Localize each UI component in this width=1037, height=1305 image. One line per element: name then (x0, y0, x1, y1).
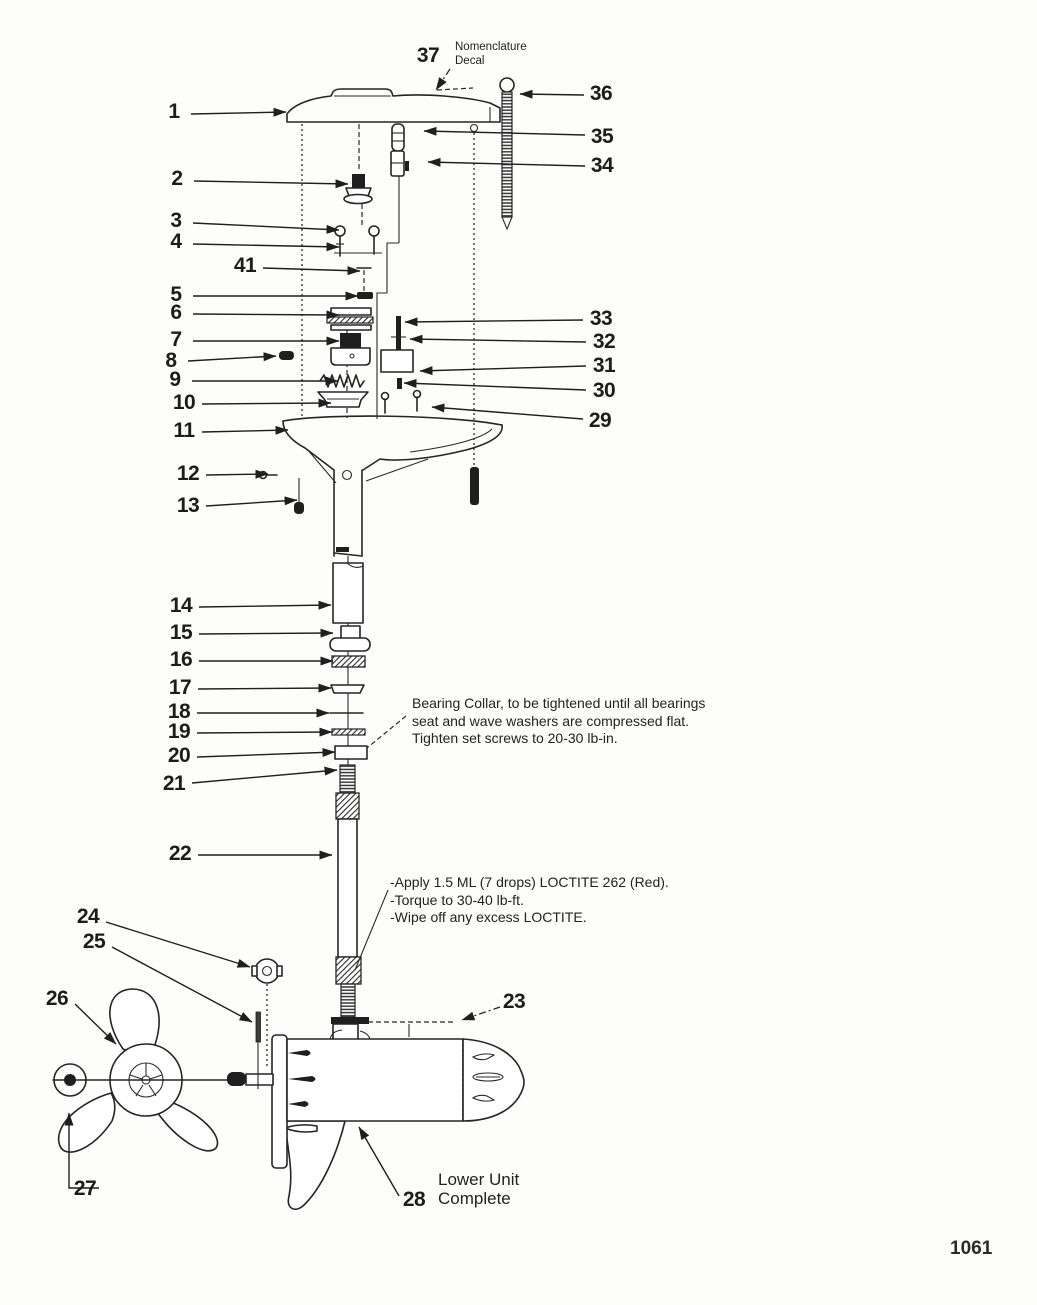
part-label-15: 15 (169, 620, 193, 644)
leader-line-21 (192, 770, 337, 783)
pin-icon (397, 378, 402, 389)
part-label-13: 13 (176, 493, 200, 517)
part-label-29: 29 (588, 408, 612, 432)
leader-line-41 (263, 268, 360, 271)
front-plate-icon (272, 1035, 287, 1168)
lower-unit-note (438, 1170, 519, 1208)
nomenclature-decal-note (455, 40, 527, 68)
note-line: Complete (438, 1189, 511, 1208)
note-line: -Wipe off any excess LOCTITE. (390, 909, 587, 925)
part-label-25: 25 (82, 929, 106, 953)
decal-note-line: Decal (455, 55, 485, 67)
leader-line-33 (405, 320, 583, 322)
hanging-bolt-icon (470, 467, 479, 505)
shaft-stack-art (330, 563, 370, 759)
skeg-fin-icon (285, 1121, 345, 1209)
leader-line-30 (404, 383, 586, 390)
shear-pin-icon (256, 1012, 261, 1042)
part-label-22: 22 (168, 841, 192, 865)
note-line: Tighten set screws to 20-30 lb-in. (412, 730, 618, 746)
leader-line-17 (198, 688, 331, 689)
leader-line-6 (193, 314, 339, 315)
part-label-3: 3 (170, 208, 182, 232)
decal-note-line: Nomenclature (455, 41, 527, 53)
part-label-35: 35 (590, 124, 614, 148)
leader-line-24 (106, 922, 250, 967)
part-label-9: 9 (169, 367, 181, 391)
leader-line-19 (197, 732, 332, 733)
decal-leader-dash (437, 88, 473, 90)
leader-line-12 (206, 474, 268, 475)
part-label-31: 31 (592, 353, 616, 377)
bracket-icon (381, 350, 413, 372)
leader-line-23 (462, 1007, 500, 1020)
part-label-4: 4 (170, 229, 182, 253)
part-label-2: 2 (171, 166, 183, 190)
leader-line-36 (520, 94, 584, 95)
part-label-5: 5 (170, 282, 182, 306)
leader-line-1 (191, 112, 286, 114)
bearing-collar-icon (335, 746, 367, 759)
part-label-37: 37 (416, 43, 440, 67)
prop-blade-icon (110, 989, 159, 1053)
part-label-7: 7 (170, 327, 182, 351)
leader-line-13 (206, 500, 297, 506)
note-line: seat and wave washers are compressed flat. (412, 712, 690, 729)
note-line: -Apply 1.5 ML (7 drops) LOCTITE 262 (Red). (390, 874, 669, 890)
part-label-23: 23 (502, 989, 526, 1013)
bearing-note-leader (367, 716, 406, 748)
leader-line-4 (193, 244, 339, 247)
leader-line-10 (202, 403, 331, 404)
part-label-10: 10 (172, 390, 196, 414)
bowl-housing-art (260, 416, 503, 556)
sleeve-icon (333, 563, 363, 623)
mounting-bolt-art (500, 78, 514, 229)
prop-nut-icon (255, 959, 279, 983)
leader-line-2 (194, 181, 348, 184)
wave-washer-icon (332, 729, 365, 735)
prop-blade-icon (59, 1093, 115, 1152)
leader-line-32 (410, 339, 586, 342)
leader-line-3 (193, 223, 339, 230)
bearing-icon (332, 656, 365, 667)
part-label-30: 30 (592, 378, 616, 402)
part-label-18: 18 (167, 699, 191, 723)
leader-line-14 (199, 605, 331, 607)
screw-icon (357, 292, 373, 299)
leader-line-37 (436, 69, 450, 90)
loctite-note (390, 874, 669, 927)
leader-line-28 (359, 1127, 399, 1196)
part-label-26: 26 (45, 986, 69, 1010)
part-label-27: 27 (73, 1176, 97, 1200)
washer-stack-icon (331, 308, 371, 315)
leader-line-15 (199, 633, 333, 634)
leader-line-8 (188, 356, 276, 361)
part-label-6: 6 (170, 300, 182, 324)
plug-icon (279, 351, 294, 360)
head-cover-art (287, 89, 500, 122)
part-label-36: 36 (589, 81, 613, 105)
note-line: -Torque to 30-40 lb-ft. (390, 891, 524, 908)
part-label-32: 32 (592, 329, 616, 353)
part-label-11: 11 (173, 418, 195, 442)
part-label-28: 28 (402, 1187, 426, 1211)
part-label-19: 19 (167, 719, 191, 743)
part-label-21: 21 (162, 771, 186, 795)
page-number: 1061 (950, 1238, 993, 1259)
part-label-41: 41 (233, 253, 257, 277)
part-label-33: 33 (589, 306, 613, 330)
part-label-14: 14 (169, 593, 193, 617)
leader-line-11 (202, 430, 288, 432)
part-label-24: 24 (76, 904, 100, 928)
washer-icon (331, 685, 364, 693)
nose-cone-icon (463, 1039, 524, 1121)
note-line: Lower Unit (438, 1170, 520, 1189)
part-label-16: 16 (169, 647, 193, 671)
part-label-34: 34 (590, 153, 614, 177)
screw-icon (369, 226, 379, 236)
propeller-art (53, 959, 282, 1152)
loctite-note-leader (355, 890, 388, 970)
leader-line-31 (420, 366, 586, 371)
part-label-12: 12 (176, 461, 200, 485)
part-label-20: 20 (167, 743, 191, 767)
part-label-17: 17 (168, 675, 192, 699)
part-label-1: 1 (168, 99, 180, 123)
leader-line-20 (197, 752, 335, 757)
brush-icon (352, 174, 365, 188)
part-label-8: 8 (165, 348, 177, 372)
leader-line-29 (432, 407, 583, 419)
fuse-icon (392, 124, 404, 151)
screw-icon (335, 226, 345, 236)
brush-card-icon (340, 333, 361, 348)
bearing-collar-note (412, 695, 705, 748)
note-line: Bearing Collar, to be tightened until all bearings (412, 695, 706, 711)
shaft-coupler-icon (227, 1072, 246, 1086)
drive-shaft-art (331, 765, 369, 1048)
collar-icon (341, 626, 360, 639)
